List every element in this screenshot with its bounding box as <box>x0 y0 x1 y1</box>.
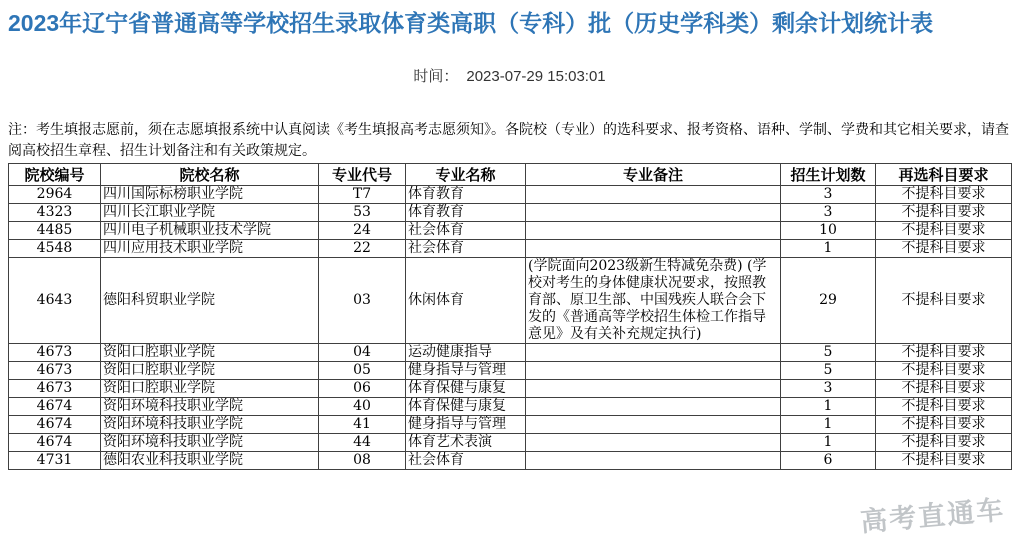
major-remark-cell <box>526 344 781 362</box>
page-title: 2023年辽宁省普通高等学校招生录取体育类高职（专科）批（历史学科类）剩余计划统计表 <box>8 10 934 36</box>
plan-count-cell: 5 <box>781 362 876 380</box>
college-name-cell: 资阳环境科技职业学院 <box>101 416 319 434</box>
college-code-cell: 4643 <box>9 258 101 344</box>
college-code-cell: 4674 <box>9 416 101 434</box>
column-header: 专业代号 <box>319 164 406 186</box>
major-remark-cell <box>526 204 781 222</box>
column-header: 专业名称 <box>406 164 526 186</box>
college-name-cell: 四川应用技术职业学院 <box>101 240 319 258</box>
major-code-cell: 06 <box>319 380 406 398</box>
subject-requirement-cell: 不提科目要求 <box>876 344 1012 362</box>
major-code-cell: 53 <box>319 204 406 222</box>
note-text: 注：考生填报志愿前，须在志愿填报系统中认真阅读《考生填报高考志愿须知》。各院校（专业）的选科要求、报考资格、语种、学制、学费和其它相关要求，请查阅高校招生章程、招生计划备注和有关政策规定。 <box>8 122 1009 159</box>
college-code-cell: 4674 <box>9 398 101 416</box>
timestamp <box>0 68 1019 85</box>
college-name-cell: 德阳农业科技职业学院 <box>101 452 319 470</box>
major-name-cell: 体育教育 <box>406 186 526 204</box>
major-name-cell: 体育教育 <box>406 204 526 222</box>
major-remark-cell <box>526 380 781 398</box>
subject-requirement-cell: 不提科目要求 <box>876 362 1012 380</box>
table-row <box>9 240 1012 258</box>
column-header: 再选科目要求 <box>876 164 1012 186</box>
college-name-cell: 资阳口腔职业学院 <box>101 380 319 398</box>
major-code-cell: 24 <box>319 222 406 240</box>
major-name-cell: 健身指导与管理 <box>406 416 526 434</box>
college-name-cell: 四川长江职业学院 <box>101 204 319 222</box>
major-name-cell: 体育保健与康复 <box>406 380 526 398</box>
college-code-cell: 4673 <box>9 344 101 362</box>
subject-requirement-cell: 不提科目要求 <box>876 258 1012 344</box>
column-header: 招生计划数 <box>781 164 876 186</box>
college-name-cell: 资阳口腔职业学院 <box>101 362 319 380</box>
table-row <box>9 186 1012 204</box>
time-value: 2023-07-29 15:03:01 <box>466 68 606 85</box>
major-code-cell: 44 <box>319 434 406 452</box>
subject-requirement-cell: 不提科目要求 <box>876 222 1012 240</box>
watermark: 高考直通车 <box>859 494 1007 538</box>
major-remark-cell <box>526 416 781 434</box>
subject-requirement-cell: 不提科目要求 <box>876 186 1012 204</box>
major-name-cell: 体育保健与康复 <box>406 398 526 416</box>
college-code-cell: 4674 <box>9 434 101 452</box>
major-remark-cell <box>526 240 781 258</box>
college-name-cell: 资阳环境科技职业学院 <box>101 434 319 452</box>
major-code-cell: 40 <box>319 398 406 416</box>
college-code-cell: 4731 <box>9 452 101 470</box>
plan-count-cell: 1 <box>781 416 876 434</box>
major-name-cell: 社会体育 <box>406 222 526 240</box>
major-remark-cell <box>526 434 781 452</box>
major-remark-cell: (学院面向2023级新生特减免杂费) (学校对考生的身体健康状况要求，按照教育部、原卫生部、中国残疾人联合会下发的《普通高等学校招生体检工作指导意见》及有关补充规定执行) <box>526 258 781 344</box>
plan-count-cell: 29 <box>781 258 876 344</box>
column-header: 专业备注 <box>526 164 781 186</box>
plan-count-cell: 3 <box>781 380 876 398</box>
college-name-cell: 资阳环境科技职业学院 <box>101 398 319 416</box>
major-remark-cell <box>526 222 781 240</box>
major-name-cell: 休闲体育 <box>406 258 526 344</box>
major-code-cell: 05 <box>319 362 406 380</box>
plan-count-cell: 3 <box>781 186 876 204</box>
plan-count-cell: 3 <box>781 204 876 222</box>
column-header: 院校编号 <box>9 164 101 186</box>
subject-requirement-cell: 不提科目要求 <box>876 452 1012 470</box>
major-name-cell: 体育艺术表演 <box>406 434 526 452</box>
subject-requirement-cell: 不提科目要求 <box>876 398 1012 416</box>
table-header-row <box>9 164 1012 186</box>
major-code-cell: 04 <box>319 344 406 362</box>
table-row <box>9 416 1012 434</box>
major-code-cell: 22 <box>319 240 406 258</box>
college-code-cell: 4323 <box>9 204 101 222</box>
college-code-cell: 4673 <box>9 362 101 380</box>
major-code-cell: 08 <box>319 452 406 470</box>
subject-requirement-cell: 不提科目要求 <box>876 204 1012 222</box>
time-label: 时间： <box>413 68 459 85</box>
table-row <box>9 222 1012 240</box>
subject-requirement-cell: 不提科目要求 <box>876 380 1012 398</box>
major-remark-cell <box>526 452 781 470</box>
major-name-cell: 运动健康指导 <box>406 344 526 362</box>
column-header: 院校名称 <box>101 164 319 186</box>
major-code-cell: T7 <box>319 186 406 204</box>
subject-requirement-cell: 不提科目要求 <box>876 416 1012 434</box>
college-name-cell: 四川电子机械职业技术学院 <box>101 222 319 240</box>
table-row <box>9 258 1012 344</box>
college-code-cell: 4485 <box>9 222 101 240</box>
college-code-cell: 2964 <box>9 186 101 204</box>
major-name-cell: 健身指导与管理 <box>406 362 526 380</box>
table-row <box>9 434 1012 452</box>
major-remark-cell <box>526 362 781 380</box>
table-row <box>9 362 1012 380</box>
college-name-cell: 四川国际标榜职业学院 <box>101 186 319 204</box>
table-row <box>9 398 1012 416</box>
college-code-cell: 4548 <box>9 240 101 258</box>
plan-count-cell: 5 <box>781 344 876 362</box>
table-row <box>9 380 1012 398</box>
plan-count-cell: 10 <box>781 222 876 240</box>
major-name-cell: 社会体育 <box>406 240 526 258</box>
plan-count-cell: 6 <box>781 452 876 470</box>
plan-count-cell: 1 <box>781 240 876 258</box>
college-name-cell: 资阳口腔职业学院 <box>101 344 319 362</box>
table-row <box>9 344 1012 362</box>
college-name-cell: 德阳科贸职业学院 <box>101 258 319 344</box>
major-remark-cell <box>526 186 781 204</box>
major-remark-cell <box>526 398 781 416</box>
college-code-cell: 4673 <box>9 380 101 398</box>
table-row <box>9 452 1012 470</box>
plan-count-cell: 1 <box>781 434 876 452</box>
major-code-cell: 03 <box>319 258 406 344</box>
subject-requirement-cell: 不提科目要求 <box>876 240 1012 258</box>
major-code-cell: 41 <box>319 416 406 434</box>
table-row <box>9 204 1012 222</box>
plan-count-cell: 1 <box>781 398 876 416</box>
major-name-cell: 社会体育 <box>406 452 526 470</box>
subject-requirement-cell: 不提科目要求 <box>876 434 1012 452</box>
plan-table <box>8 163 1012 470</box>
